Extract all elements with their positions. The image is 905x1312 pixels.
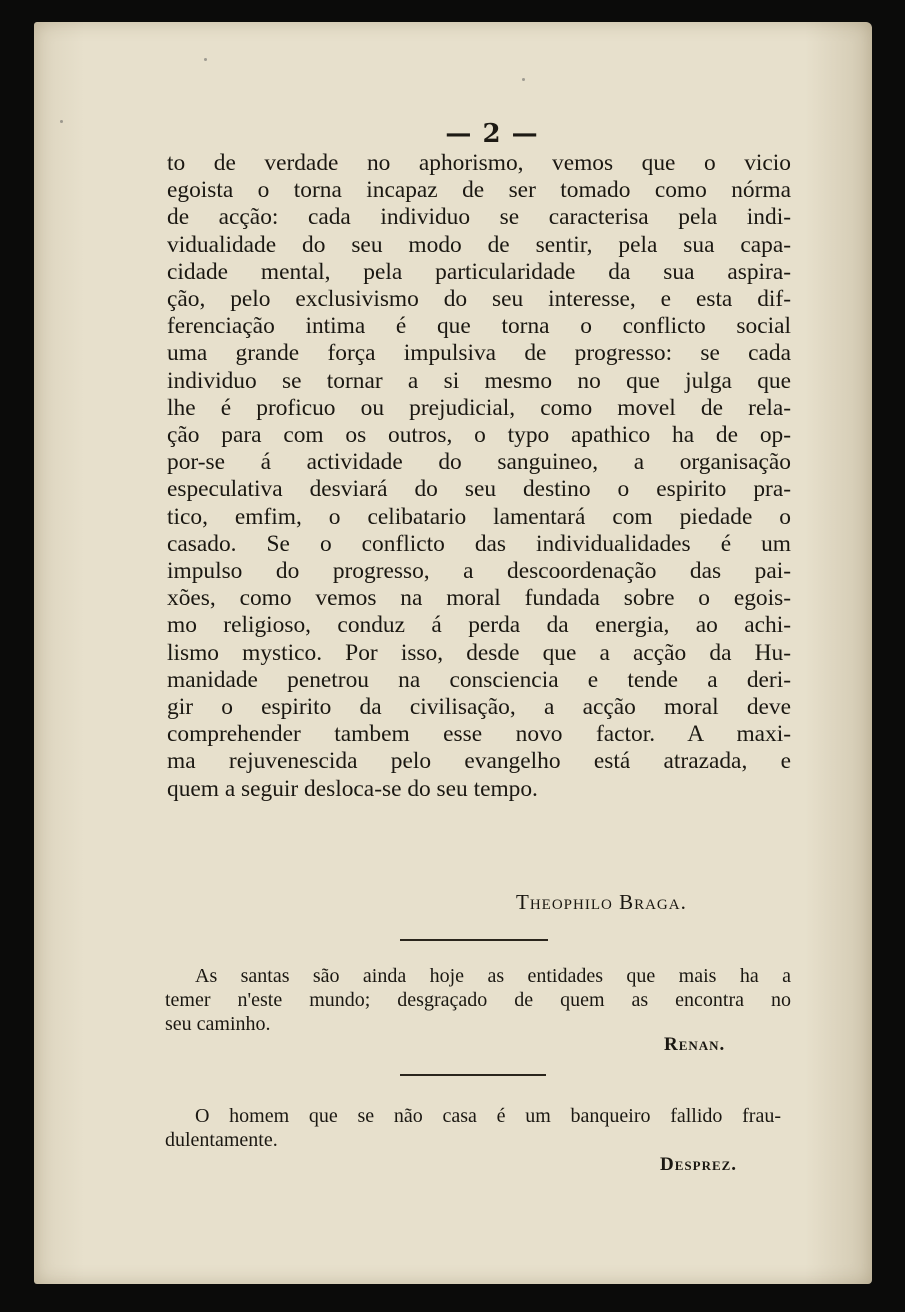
paper-speck: [204, 58, 207, 61]
text-line: impulso do progresso, a descoordenação das pai-: [167, 558, 791, 585]
text-line: to de verdade no aphorismo, vemos que o vicio: [167, 150, 791, 176]
text-line: xões, como vemos na moral fundada sobre o egois-: [167, 585, 791, 612]
text-line: uma grande força impulsiva de progresso: se cada: [167, 340, 791, 367]
author-signature-renan: Renan.: [664, 1034, 726, 1055]
text-line: quem a seguir desloca-se do seu tempo.: [167, 775, 538, 802]
text-line: mo religioso, conduz á perda da energia, ao achi-: [167, 612, 791, 639]
text-line: individuo se tornar a si mesmo no que julga que: [167, 367, 791, 394]
text-line: especulativa desviará do seu destino o espirito pra-: [167, 476, 791, 503]
quote-line: O homem que se não casa é um banqueiro fallido frau-: [195, 1105, 781, 1127]
paper-speck: [60, 120, 63, 123]
text-line: egoista o torna incapaz de ser tomado como nórma: [167, 177, 791, 204]
quote-line: seu caminho.: [165, 1013, 271, 1035]
page-number: — 2 —: [445, 119, 539, 149]
divider-rule: [400, 1074, 546, 1076]
text-line: por-se á actividade do sanguineo, a organisação: [167, 449, 791, 476]
text-line: lhe é proficuo ou prejudicial, como movel de rela-: [167, 394, 791, 421]
epigraph-renan: [165, 964, 791, 1036]
epigraph-desprez: [165, 1104, 781, 1152]
author-signature-desprez: Desprez.: [660, 1154, 738, 1175]
quote-line: temer n'este mundo; desgraçado de quem as encontra no: [165, 989, 791, 1011]
text-line: lismo mystico. Por isso, desde que a acção da Hu-: [167, 639, 791, 666]
divider-rule: [400, 939, 548, 941]
text-line: vidualidade do seu modo de sentir, pela sua capa-: [167, 231, 791, 258]
body-paragraph: [167, 150, 791, 803]
text-line: de acção: cada individuo se caracterisa pela indi-: [167, 204, 791, 231]
text-line: casado. Se o conflicto das individualidades é um: [167, 530, 791, 557]
text-line: ferenciação intima é que torna o conflicto social: [167, 313, 791, 340]
text-line: manidade penetrou na consciencia e tende a deri-: [167, 666, 791, 693]
text-line: ção, pelo exclusivismo do seu interesse, e esta dif-: [167, 286, 791, 313]
paper-speck: [522, 78, 525, 81]
text-line: gir o espirito da civilisação, a acção moral deve: [167, 694, 791, 721]
text-line: tico, emfim, o celibatario lamentará com piedade o: [167, 503, 791, 530]
text-line: comprehender tambem esse novo factor. A maxi-: [167, 721, 791, 748]
text-line: ção para com os outros, o typo apathico ha de op-: [167, 422, 791, 449]
text-line: cidade mental, pela particularidade da sua aspira-: [167, 258, 791, 285]
book-page: [34, 22, 872, 1284]
author-signature-braga: Theophilo Braga.: [516, 890, 687, 914]
text-line: ma rejuvenescida pelo evangelho está atrazada, e: [167, 748, 791, 775]
quote-line: dulentamente.: [165, 1129, 278, 1151]
quote-line: As santas são ainda hoje as entidades que mais ha a: [195, 965, 791, 987]
